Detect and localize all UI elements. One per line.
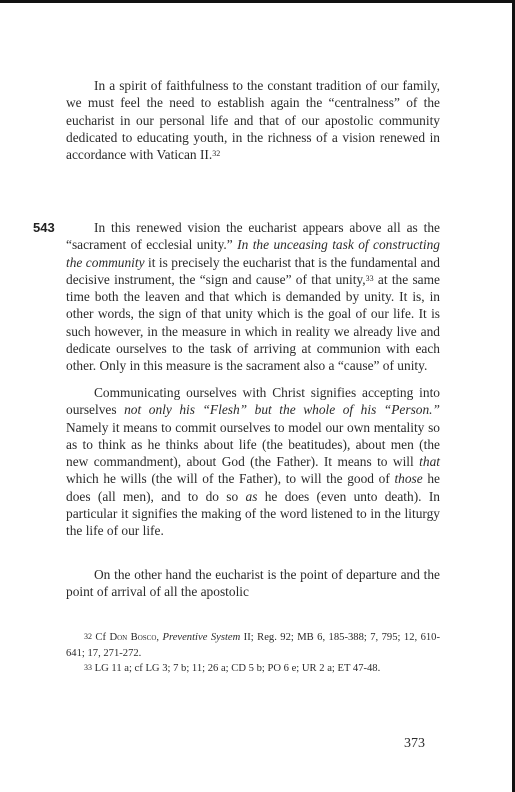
footnote-ref-32[interactable]: 32 (212, 149, 221, 159)
paragraph-4-text: On the other hand the eucharist is the point of departure and the point of arrival of all the apostolic (66, 567, 440, 600)
italic-phrase: In the unceasing task of constructing the community (66, 237, 440, 270)
paragraph-2-text: it is precisely the eucharist that is the fundamental and decisive instrument, the “sign and cause” of that unity, (66, 254, 440, 287)
italic-word: that (419, 454, 440, 470)
footnote-ref-33[interactable]: 33 (365, 273, 374, 283)
paragraph-3-text: Namely it means to commit ourselves to model our own mentality so as to think as he thinks about life (the beatitudes), about men (the new commandment), about God (the Father). It means to will (66, 419, 440, 470)
page-number: 373 (404, 736, 425, 751)
footnote-33 (66, 661, 440, 677)
paragraph-3-text: he does (all men), and to do so (66, 471, 440, 504)
paragraph-1-text: In a spirit of faithfulness to the constant tradition of our family, we must feel the need to establish again the “centralness” of the eucharist in our personal life and that of our apostolic community dedicated to educating youth, in the richness of a vision renewed in accordance with Vatican II. (66, 78, 440, 163)
footnote-author: Don Bosco (109, 632, 157, 643)
footnote-text: LG 11 a; cf LG 3; 7 b; 11; 26 a; CD 5 b; PO 6 e; UR 2 a; ET 47-48. (92, 663, 381, 674)
paragraph-3-text: which he wills (the will of the Father), to will the good of (66, 471, 395, 487)
footnote-mark: 32 (84, 632, 92, 641)
footnote-text: , (156, 632, 163, 643)
footnote-text: Cf (92, 632, 110, 643)
paragraph-3-text: he does (even unto death). In particular it signifies the making of the word listened to in the liturgy the life of our life. (66, 488, 440, 539)
footnote-title: Preventive System (162, 632, 241, 643)
italic-word: as (245, 488, 258, 504)
footnote-32 (66, 630, 440, 661)
footnote-mark: 33 (84, 663, 92, 672)
paragraph-1 (66, 77, 440, 163)
italic-word: those (394, 471, 423, 487)
paragraph-3 (66, 384, 440, 540)
margin-number: 543 (33, 220, 55, 235)
paragraph-2 (66, 219, 440, 375)
footnote-text: II; Reg. 92; MB 6, 185-388; 7, 795; 12, 610-641; 17, 271-272. (66, 632, 440, 659)
italic-phrase: not only his “Flesh” but the whole of his “Person.” (124, 402, 440, 418)
footnotes (66, 630, 440, 677)
paragraph-3-text: Communicating ourselves with Christ signifies accepting into ourselves (66, 385, 440, 418)
paragraph-2-text: at the same time both the leaven and that which is demanded by unity. It is, in other words, the sign of that unity which is the goal of our life. It is such however, in the measure in which in reality we already live and dedicate ourselves to the task of arriving at communion with each other. Only in this measure is the sacrament also a “cause” of unity. (66, 271, 440, 374)
page-edge-top (0, 0, 515, 3)
paragraph-2-text: In this renewed vision the eucharist appears above all as the “sacrament of ecclesial unity.” (66, 220, 440, 253)
paragraph-4 (66, 566, 440, 601)
